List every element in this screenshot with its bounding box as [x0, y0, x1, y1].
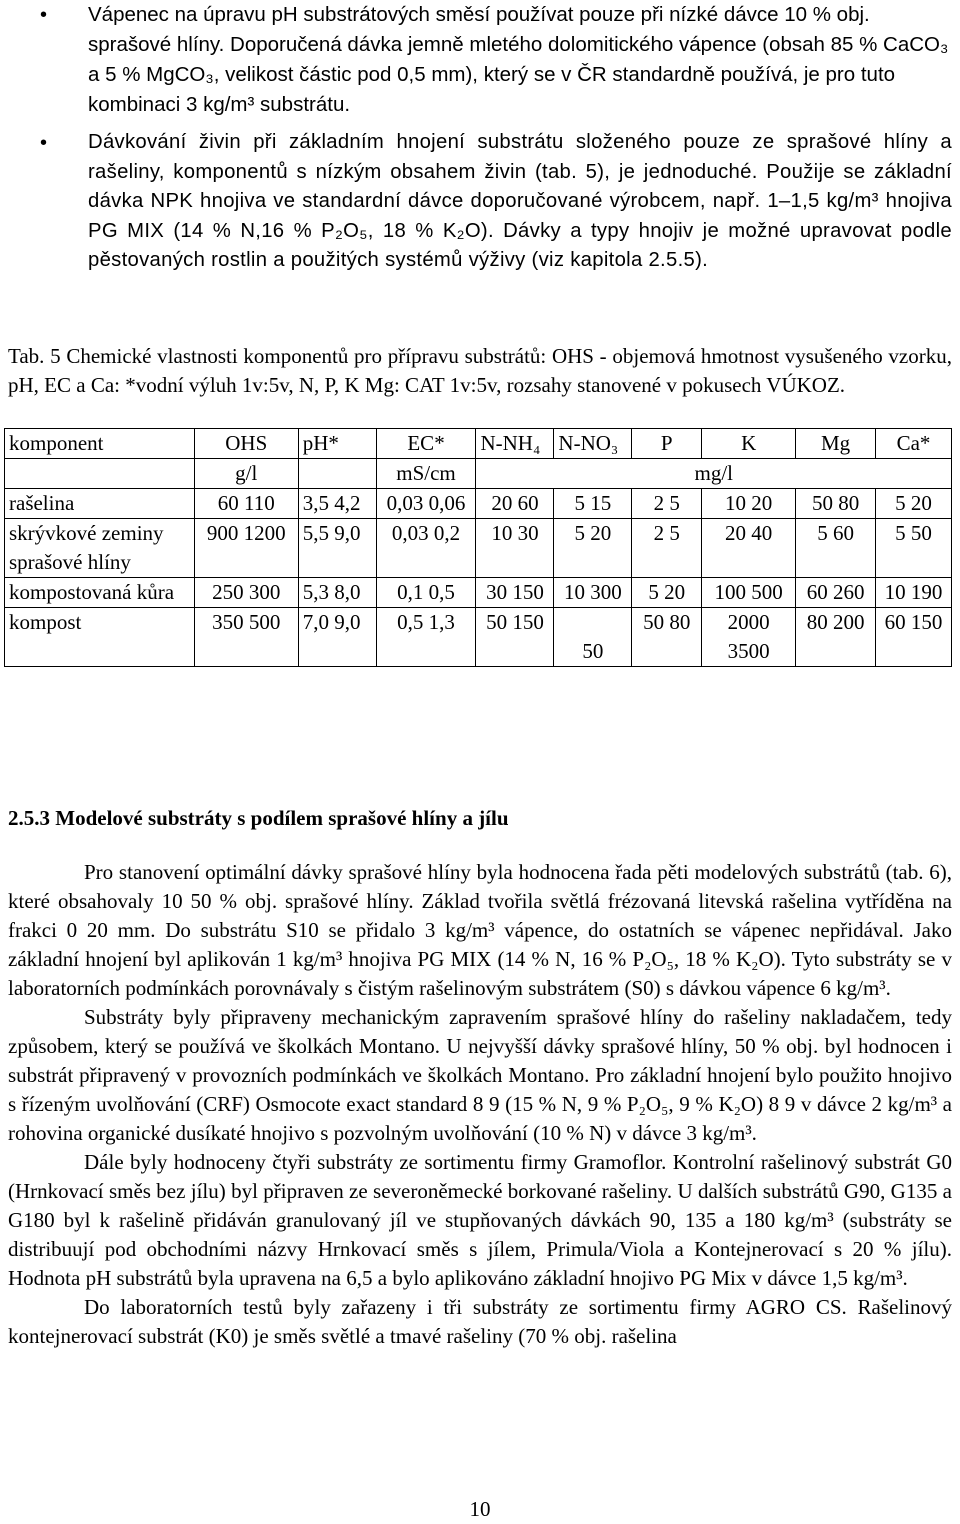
- cell-k: 100 500: [702, 578, 796, 608]
- column-header: komponent: [5, 429, 195, 459]
- table-row: [5, 489, 952, 519]
- column-header: N-NH₄: [476, 429, 554, 459]
- cell-no3: 50: [554, 608, 632, 667]
- cell-nh4: 30 150: [476, 578, 554, 608]
- cell-ec: 0,03 0,06: [376, 489, 476, 519]
- unit-label: g/l: [194, 459, 298, 489]
- cell-mg: 80 200: [796, 608, 876, 667]
- cell-ph: 3,5 4,2: [298, 489, 376, 519]
- table-row: [5, 519, 952, 578]
- table-row: [5, 578, 952, 608]
- cell-ph: 5,3 8,0: [298, 578, 376, 608]
- unit-label: mg/l: [476, 459, 952, 489]
- cell-mg: 60 260: [796, 578, 876, 608]
- table-header-row: [5, 429, 952, 459]
- cell-nh4: 50 150: [476, 608, 554, 667]
- row-name: kompost: [5, 608, 195, 667]
- paragraph: Substráty byly připraveny mechanickým zapravením sprašové hlíny do rašeliny nakladačem, tedy způsobem, který se používá ve školkách Montano. U nejvyšší dávky sprašové hlíny, 50 % obj. byl hodnocen i substrát připravený v provozních podmínkách ve školkách Montano. Pro základní hnojení bylo použito hnojivo s řízeným uvolňování (CRF) Osmocote exact standard 8 9 (15 % N, 9 % P₂O₅, 9 % K₂O) 8 9 v dávce 2 kg/m³ a rohovina organické dusíkaté hnojivo s pozvolným uvolňování (10 % N) v dávce 3 kg/m³.: [8, 1005, 952, 1145]
- table-caption: Tab. 5 Chemické vlastnosti komponentů pro přípravu substrátů: OHS - objemová hmotnost vysušeného vzorku, pH, EC a Ca: *vodní výluh 1v:5v, N, P, K Mg: CAT 1v:5v, rozsahy stanovené v pokusech VÚKOZ.: [8, 344, 952, 397]
- table-units-row: [5, 459, 952, 489]
- cell-mg: 5 60: [796, 519, 876, 578]
- cell-ca: 10 190: [876, 578, 952, 608]
- column-header: pH*: [298, 429, 376, 459]
- cell-k: 2000 3500: [702, 608, 796, 667]
- row-name: kompostovaná kůra: [5, 578, 195, 608]
- cell-no3: 5 15: [554, 489, 632, 519]
- paragraph: Pro stanovení optimální dávky sprašové hlíny byla hodnocena řada pěti modelových substrátů (tab. 6), které obsahovaly 10 50 % obj. sprašové hlíny. Základ tvořila světlá frézovaná litevská rašelina vytříděna na frakci 0 20 mm. Do substrátu S10 se přidalo 3 kg/m³ vápence, do ostatních se vápenec nepřidával. Jako základní hnojení byl aplikován 1 kg/m³ hnojiva PG MIX (14 % N, 16 % P₂O₅, 18 % K₂O). Tyto substráty se v laboratorních podmínkách porovnávaly s čistým rašelinovým substrátem (S0) s dávkou vápence 6 kg/m³.: [8, 860, 952, 1000]
- unit-label: mS/cm: [376, 459, 476, 489]
- bullet-text: Dávkování živin při základním hnojení substrátu složeného pouze ze sprašové hlíny a rašeliny, komponentů s nízkým obsahem živin (tab. 5), je jednoduché. Použije se základní dávka NPK hnojiva ve standardní dávce doporučované výrobcem, např. 1–1,5 kg/m³ hnojiva PG MIX (14 % N,16 % P₂O₅, 18 % K₂O). Dávky a typy hnojiv je možné upravovat podle pěstovaných rostlin a použitých systémů výživy (viz kapitola 2.5.5).: [88, 131, 952, 271]
- cell-ca: 5 20: [876, 489, 952, 519]
- cell-nh4: 10 30: [476, 519, 554, 578]
- cell-ca: 5 50: [876, 519, 952, 578]
- cell-k: 20 40: [702, 519, 796, 578]
- cell-ohs: 60 110: [194, 489, 298, 519]
- bullet-list: [0, 0, 960, 276]
- paragraph: Dále byly hodnoceny čtyři substráty ze sortimentu firmy Gramoflor. Kontrolní rašelinový substrát G0 (Hrnkovací směs bez jílu) byl připraven ze severoněmecké borkované rašeliny. U dalších substrátů G90, G135 a G180 byl k rašelině přidáván granulovaný jíl ve stupňovaných dávkách 90, 135 a 180 kg/m³ (substráty se distribuují pod obchodními názvy Hrnkovací směs s jílem, Primula/Viola a Kontejnerovací s 20 % jílu). Hodnota pH substrátů byla upravena na 6,5 a bylo aplikováno základní hnojivo PG Mix v dávce 1,5 kg/m³.: [8, 1150, 952, 1290]
- section-heading: 2.5.3 Modelové substráty s podílem sprašové hlíny a jílu: [8, 806, 509, 830]
- cell-p: 2 5: [632, 519, 702, 578]
- paragraph: Do laboratorních testů byly zařazeny i tři substráty ze sortimentu firmy AGRO CS. Rašelinový kontejnerovací substrát (K0) je směs světlé a tmavé rašeliny (70 % obj. rašelina: [8, 1295, 952, 1348]
- cell-p: 50 80: [632, 608, 702, 667]
- cell-ec: 0,5 1,3: [376, 608, 476, 667]
- cell-no3: 5 20: [554, 519, 632, 578]
- bullet-item-nutrients: [0, 128, 960, 276]
- cell-no3: 10 300: [554, 578, 632, 608]
- page-number: 10: [469, 1497, 491, 1521]
- cell-mg: 50 80: [796, 489, 876, 519]
- cell-ph: 7,0 9,0: [298, 608, 376, 667]
- cell-ec: 0,03 0,2: [376, 519, 476, 578]
- cell-ohs: 250 300: [194, 578, 298, 608]
- chemical-properties-table: [4, 428, 952, 667]
- cell-ohs: 900 1200: [194, 519, 298, 578]
- cell-p: 2 5: [632, 489, 702, 519]
- cell-ec: 0,1 0,5: [376, 578, 476, 608]
- column-header: N-NO₃: [554, 429, 632, 459]
- cell-ph: 5,5 9,0: [298, 519, 376, 578]
- cell-p: 5 20: [632, 578, 702, 608]
- column-header: K: [702, 429, 796, 459]
- row-name: rašelina: [5, 489, 195, 519]
- bullet-marker: •: [40, 132, 48, 154]
- column-header: Ca*: [876, 429, 952, 459]
- row-name: skrývkové zeminy sprašové hlíny: [5, 519, 195, 578]
- cell-ca: 60 150: [876, 608, 952, 667]
- column-header: OHS: [194, 429, 298, 459]
- table-row: [5, 608, 952, 667]
- cell-ohs: 350 500: [194, 608, 298, 667]
- cell-nh4: 20 60: [476, 489, 554, 519]
- column-header: EC*: [376, 429, 476, 459]
- body-text: [8, 858, 952, 1351]
- bullet-item-limestone: [0, 0, 960, 120]
- cell-k: 10 20: [702, 489, 796, 519]
- bullet-marker: •: [40, 4, 48, 26]
- column-header: Mg: [796, 429, 876, 459]
- column-header: P: [632, 429, 702, 459]
- bullet-text: Vápenec na úpravu pH substrátových směsí používat pouze při nízké dávce 10 % obj. sprašové hlíny. Doporučená dávka jemně mletého dolomitického vápence (obsah 85 % CaCO₃ a 5 % MgCO₃, velikost částic pod 0,5 mm), který se v ČR standardně používá, je pro tuto kombinaci 3 kg/m³ substrátu.: [88, 3, 949, 116]
